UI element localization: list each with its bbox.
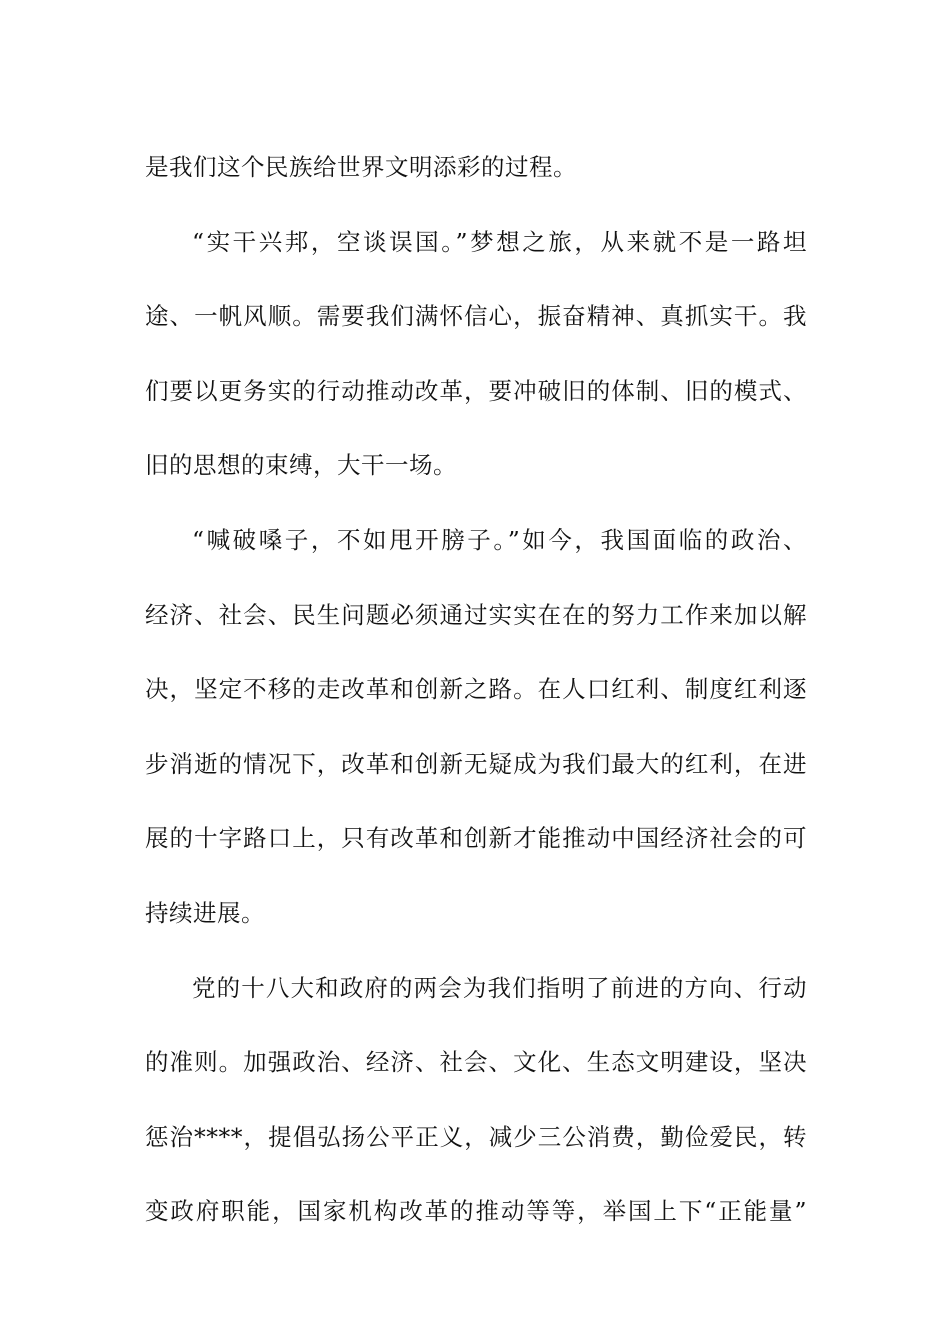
text-line: 党的十八大和政府的两会为我们指明了前进的方向、行动 [192, 973, 807, 1002]
text-line: 惩治****，提倡弘扬公平正义，减少三公消费，勤俭爱民，转 [145, 1122, 807, 1151]
text-line: 展的十字路口上，只有改革和创新才能推动中国经济社会的可 [145, 824, 807, 853]
text-line: 步消逝的情况下，改革和创新无疑成为我们最大的红利，在进 [145, 749, 807, 778]
text-line: “实干兴邦，空谈误国。”梦想之旅，从来就不是一路坦 [192, 227, 807, 256]
text-line: 是我们这个民族给世界文明添彩的过程。 [145, 153, 577, 181]
text-line: 的准则。加强政治、经济、社会、文化、生态文明建设，坚决 [145, 1048, 807, 1077]
document-body [145, 130, 807, 1249]
text-line: 旧的思想的束缚，大干一场。 [145, 451, 457, 480]
text-line: 们要以更务实的行动推动改革，要冲破旧的体制、旧的模式、 [145, 376, 807, 405]
paragraph-3 [145, 503, 807, 951]
text-line: 持续进展。 [145, 898, 265, 927]
paragraph-1 [145, 130, 807, 205]
paragraph-4 [145, 951, 807, 1249]
paragraph-2 [145, 205, 807, 503]
text-line: 途、一帆风顺。需要我们满怀信心，振奋精神、真抓实干。我 [145, 302, 807, 331]
text-line: 决，坚定不移的走改革和创新之路。在人口红利、制度红利逐 [145, 675, 807, 704]
text-line: 经济、社会、民生问题必须通过实实在在的努力工作来加以解 [145, 600, 807, 629]
text-line: 变政府职能，国家机构改革的推动等等，举国上下“正能量” [145, 1197, 807, 1226]
text-line: “喊破嗓子，不如甩开膀子。”如今，我国面临的政治、 [192, 525, 807, 554]
